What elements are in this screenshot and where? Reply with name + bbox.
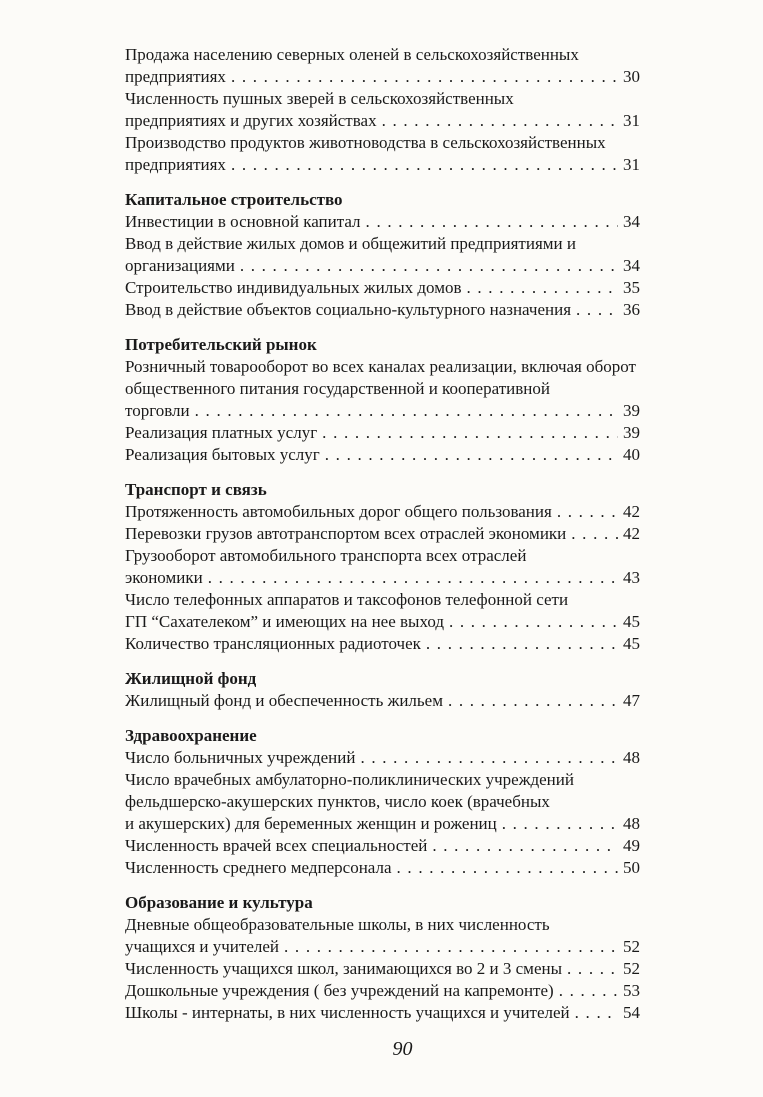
dot-leader <box>576 299 618 321</box>
toc-entry-page-number: 39 <box>623 423 640 442</box>
section-entries <box>125 501 640 655</box>
toc-entry-line: Грузооборот автомобильного транспорта всех отраслей <box>125 546 527 565</box>
toc-entry <box>125 211 640 233</box>
toc-entry <box>125 501 640 523</box>
section-title: Здравоохранение <box>125 726 257 745</box>
toc-entry-page-number: 42 <box>623 502 640 521</box>
toc-entry <box>125 233 640 277</box>
toc-entry <box>125 356 640 422</box>
toc-entry-text: Школы - интернаты, в них численность учащихся и учителей <box>125 1003 570 1022</box>
toc-entry-text: экономики <box>125 568 203 587</box>
toc-entry-page-number: 30 <box>623 67 640 86</box>
toc-entry-text: Протяженность автомобильных дорог общего пользования <box>125 502 552 521</box>
toc-entry <box>125 132 640 176</box>
toc-entry-lastline <box>125 857 640 879</box>
toc-entry-lastline <box>125 299 640 321</box>
toc-entry <box>125 958 640 980</box>
toc-entry-text: Реализация платных услуг <box>125 423 318 442</box>
toc-entry-line: Производство продуктов животноводства в сельскохозяйственных <box>125 133 606 152</box>
section-entries <box>125 211 640 321</box>
section-entries <box>125 914 640 1024</box>
toc-entry-lastline <box>125 422 640 444</box>
toc-entry-text: Жилищный фонд и обеспеченность жильем <box>125 691 443 710</box>
toc-entry-lastline <box>125 747 640 769</box>
toc-entry-page-number: 49 <box>623 836 640 855</box>
toc-entry-text: Численность учащихся школ, занимающихся во 2 и 3 смены <box>125 959 563 978</box>
toc-entry <box>125 589 640 633</box>
section-entries <box>125 356 640 466</box>
toc-entry-line: Численность пушных зверей в сельскохозяйственных <box>125 89 514 108</box>
dot-leader <box>366 211 618 233</box>
dot-leader <box>325 444 618 466</box>
toc-entry-line: Дневные общеобразовательные школы, в них численность <box>125 915 550 934</box>
dot-leader <box>559 980 618 1002</box>
toc-entry-page-number: 53 <box>623 981 640 1000</box>
toc-entry-lastline <box>125 936 640 958</box>
dot-leader <box>231 66 618 88</box>
dot-leader <box>240 255 618 277</box>
dot-leader <box>195 400 618 422</box>
section-entries <box>125 747 640 879</box>
toc-entry-text: Строительство индивидуальных жилых домов <box>125 278 462 297</box>
section-entries <box>125 690 640 712</box>
toc-entry-text: учащихся и учителей <box>125 937 280 956</box>
toc-entry <box>125 835 640 857</box>
dot-leader <box>567 958 618 980</box>
toc-entry-page-number: 48 <box>623 814 640 833</box>
toc-entry <box>125 277 640 299</box>
toc-section <box>125 479 640 655</box>
toc-section <box>125 334 640 466</box>
toc-entry-lastline <box>125 211 640 233</box>
section-title: Жилищной фонд <box>125 669 257 688</box>
dot-leader <box>382 110 618 132</box>
toc-entry-page-number: 34 <box>623 212 640 231</box>
toc-entry-text: Ввод в действие объектов социально-культурного назначения <box>125 300 572 319</box>
toc-entry-page-number: 43 <box>623 568 640 587</box>
dot-leader <box>432 835 618 857</box>
toc-entry-lastline <box>125 1002 640 1024</box>
toc-entry-text: и акушерских) для беременных женщин и рожениц <box>125 814 497 833</box>
toc-entry-lastline <box>125 154 640 176</box>
toc-entry-text: организациями <box>125 256 235 275</box>
toc-entry <box>125 523 640 545</box>
toc-section <box>125 44 640 176</box>
toc-entry-page-number: 45 <box>623 612 640 631</box>
toc-entry <box>125 545 640 589</box>
dot-leader <box>571 523 618 545</box>
toc-entry-text: Число больничных учреждений <box>125 748 356 767</box>
toc-section <box>125 892 640 1024</box>
toc-entry-lastline <box>125 523 640 545</box>
section-title: Образование и культура <box>125 893 313 912</box>
dot-leader <box>426 633 618 655</box>
toc-entry-lastline <box>125 835 640 857</box>
toc-entry-text: предприятиях <box>125 67 226 86</box>
toc-entry <box>125 44 640 88</box>
toc-entry-lastline <box>125 567 640 589</box>
toc-entry-line: Продажа населению северных оленей в сельскохозяйственных <box>125 45 579 64</box>
section-title: Потребительский рынок <box>125 335 317 354</box>
toc-entry <box>125 690 640 712</box>
toc-entry-text: предприятиях и других хозяйствах <box>125 111 377 130</box>
toc-entry-lastline <box>125 501 640 523</box>
toc-entry <box>125 633 640 655</box>
dot-leader <box>467 277 619 299</box>
toc-entry-page-number: 45 <box>623 634 640 653</box>
toc-entry-lastline <box>125 66 640 88</box>
toc-entry-page-number: 40 <box>623 445 640 464</box>
toc-entry <box>125 422 640 444</box>
toc-entry-text: Инвестиции в основной капитал <box>125 212 361 231</box>
page-number: 90 <box>392 1038 413 1060</box>
toc-entry <box>125 914 640 958</box>
dot-leader <box>322 422 618 444</box>
dot-leader <box>360 747 618 769</box>
toc-entry-line: Розничный товарооборот во всех каналах реализации, включая оборот <box>125 357 636 376</box>
toc-entry-page-number: 52 <box>623 959 640 978</box>
toc-entry-page-number: 31 <box>623 155 640 174</box>
toc-entry-line: фельдшерско-акушерских пунктов, число коек (врачебных <box>125 792 550 811</box>
toc-entry-line: общественного питания государственной и кооперативной <box>125 379 550 398</box>
toc-entry-text: Дошкольные учреждения ( без учреждений на капремонте) <box>125 981 554 1000</box>
toc-entry <box>125 980 640 1002</box>
dot-leader <box>502 813 618 835</box>
toc-entry-page-number: 42 <box>623 524 640 543</box>
toc-entry-line: Число врачебных амбулаторно-поликлинических учреждений <box>125 770 574 789</box>
toc-entry-text: Количество трансляционных радиоточек <box>125 634 421 653</box>
toc-entry-text: Перевозки грузов автотранспортом всех отраслей экономики <box>125 524 567 543</box>
toc-entry <box>125 299 640 321</box>
toc-entry-page-number: 34 <box>623 256 640 275</box>
dot-leader <box>284 936 618 958</box>
toc-entry-lastline <box>125 444 640 466</box>
toc-entry-text: предприятиях <box>125 155 226 174</box>
toc-section <box>125 189 640 321</box>
section-title: Капитальное строительство <box>125 190 343 209</box>
dot-leader <box>208 567 618 589</box>
toc-entry-page-number: 31 <box>623 111 640 130</box>
toc-entry-line: Число телефонных аппаратов и таксофонов телефонной сети <box>125 590 569 609</box>
dot-leader <box>448 690 618 712</box>
toc-entry-page-number: 36 <box>623 300 640 319</box>
dot-leader <box>231 154 618 176</box>
toc-entry-text: Численность врачей всех специальностей <box>125 836 428 855</box>
toc-entry-lastline <box>125 813 640 835</box>
toc-entry-page-number: 47 <box>623 691 640 710</box>
dot-leader <box>397 857 618 879</box>
toc-entry-page-number: 52 <box>623 937 640 956</box>
toc-entry-text: ГП “Сахателеком” и имеющих на нее выход <box>125 612 444 631</box>
section-title: Транспорт и связь <box>125 480 267 499</box>
dot-leader <box>575 1002 618 1024</box>
toc-entry-lastline <box>125 400 640 422</box>
toc-entry <box>125 88 640 132</box>
toc-entry <box>125 857 640 879</box>
toc-entry-page-number: 39 <box>623 401 640 420</box>
toc-entry-page-number: 48 <box>623 748 640 767</box>
toc-section <box>125 668 640 712</box>
toc-entry <box>125 769 640 835</box>
toc-entry-page-number: 50 <box>623 858 640 877</box>
toc-entry-lastline <box>125 255 640 277</box>
toc-entry-page-number: 35 <box>623 278 640 297</box>
toc-entry <box>125 747 640 769</box>
toc-entry-text: Численность среднего медперсонала <box>125 858 392 877</box>
toc-entry-lastline <box>125 690 640 712</box>
toc-entry-page-number: 54 <box>623 1003 640 1022</box>
toc-entry <box>125 444 640 466</box>
toc-entry-lastline <box>125 611 640 633</box>
toc-entry-lastline <box>125 633 640 655</box>
toc-entry <box>125 1002 640 1024</box>
toc-entry-lastline <box>125 958 640 980</box>
dot-leader <box>449 611 618 633</box>
toc-entry-line: Ввод в действие жилых домов и общежитий предприятиями и <box>125 234 576 253</box>
toc-entry-text: Реализация бытовых услуг <box>125 445 320 464</box>
toc-section <box>125 725 640 879</box>
dot-leader <box>557 501 618 523</box>
toc-entry-lastline <box>125 277 640 299</box>
toc-entry-text: торговли <box>125 401 190 420</box>
toc-entry-lastline <box>125 110 640 132</box>
toc-entry-lastline <box>125 980 640 1002</box>
section-entries <box>125 44 640 176</box>
